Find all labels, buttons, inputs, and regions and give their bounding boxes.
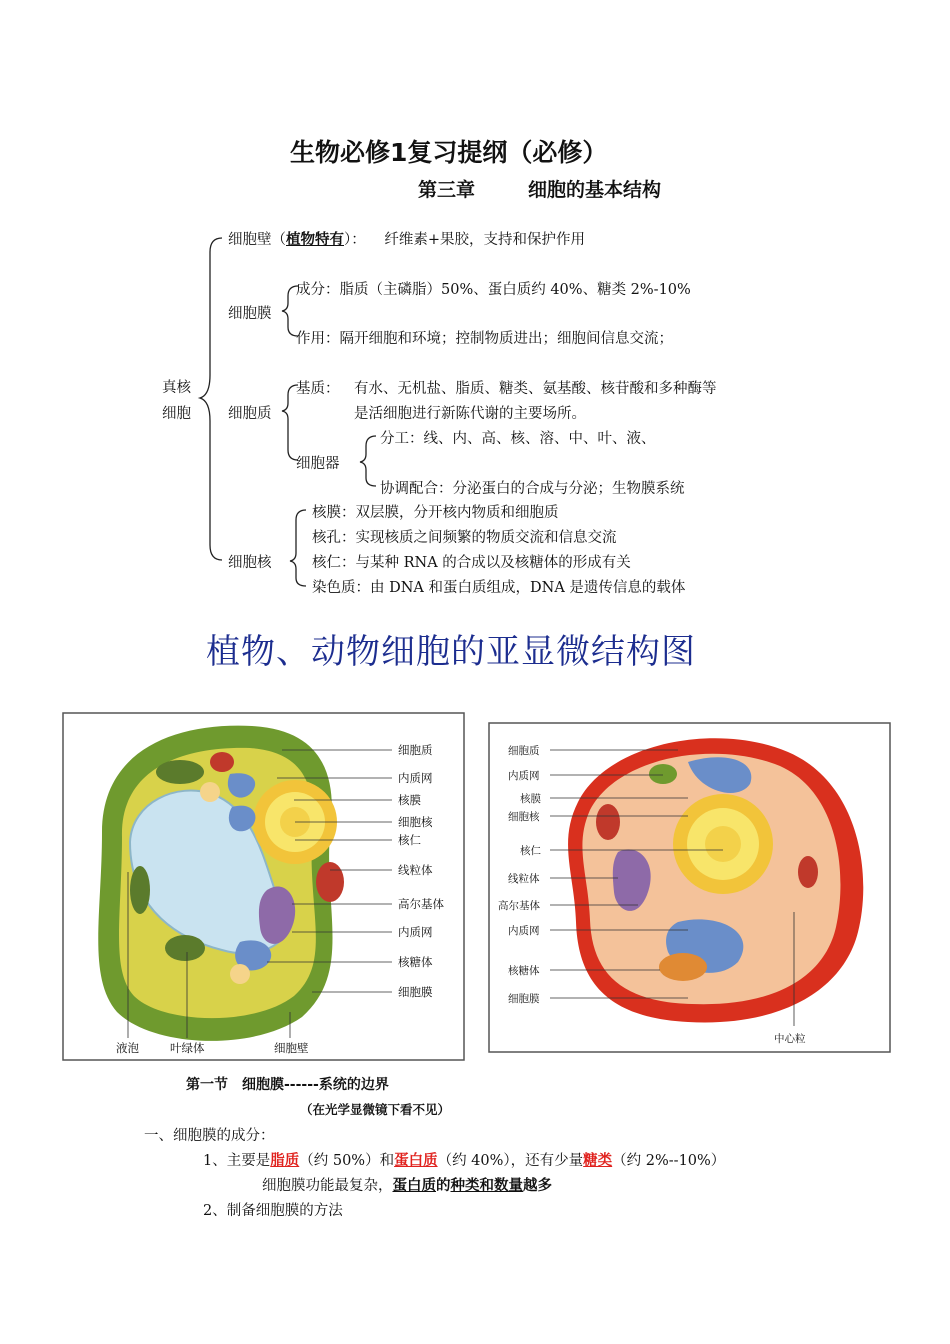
item-1-line2: [262, 1174, 552, 1195]
matrix-label: 基质：: [296, 381, 340, 397]
organelle-division: 分工：线、内、高、核、溶、中、叶、液、: [380, 431, 656, 447]
organelle-coordination: 协调配合：分泌蛋白的合成与分泌；生物膜系统: [380, 481, 685, 497]
membrane-composition: 成分：脂质（主磷脂）50%、蛋白质约 40%、糖类 2%-10%: [296, 282, 691, 298]
line1-protein: 蛋白质: [394, 1152, 438, 1169]
plant-label-er: 内质网: [398, 771, 433, 785]
cell-wall-label: 细胞壁（: [228, 232, 286, 248]
chapter-name: 细胞的基本结构: [528, 179, 662, 201]
cell-wall-line: [228, 228, 585, 249]
animal-label-centriole: 中心粒: [774, 1033, 806, 1045]
nucleus-pore: 核孔：实现核质之间频繁的物质交流和信息交流: [312, 530, 617, 546]
nucleus-label: 细胞核: [228, 555, 272, 571]
line2-a: 细胞膜功能最复杂，: [262, 1178, 393, 1194]
plant-label-vacuole: 液泡: [116, 1041, 139, 1055]
plant-label-cytoplasm: 细胞质: [398, 743, 433, 757]
plant-label-ribosome: 核糖体: [398, 955, 433, 969]
plant-label-golgi: 高尔基体: [398, 897, 444, 911]
animal-label-nuclear-envelope: 核膜: [520, 793, 541, 805]
section-heading: 第一节 细胞膜------系统的边界: [186, 1077, 389, 1093]
animal-label-er-2: 内质网: [508, 925, 540, 937]
plant-label-cell-wall: 细胞壁: [274, 1041, 309, 1055]
line2-kind-amount: 种类和数量: [450, 1177, 523, 1194]
animal-label-mitochondrion: 线粒体: [508, 873, 540, 885]
outline-root-line1: 真核: [162, 380, 191, 396]
animal-label-cytoplasm: 细胞质: [508, 745, 540, 757]
line1-e: （约 40%），还有少量: [437, 1153, 584, 1169]
item-2-heading: 2、制备细胞膜的方法: [203, 1203, 343, 1219]
animal-label-membrane: 细胞膜: [508, 993, 540, 1005]
plant-label-mitochondrion: 线粒体: [398, 863, 433, 877]
page-title: 生物必修1复习提纲（必修）: [290, 138, 608, 167]
item-1-line1: [203, 1149, 725, 1170]
plant-label-chloroplast: 叶绿体: [170, 1041, 205, 1055]
animal-label-er: 内质网: [508, 770, 540, 782]
line1-lipid: 脂质: [270, 1152, 300, 1169]
organelle-label: 细胞器: [296, 456, 340, 472]
line1-sugar: 糖类: [583, 1152, 613, 1169]
plant-label-nucleolus: 核仁: [398, 833, 421, 847]
nucleus-nucleolus: 核仁：与某种 RNA 的合成以及核糖体的形成有关: [312, 555, 631, 571]
plant-cell-illustration: [98, 726, 344, 1041]
nucleus-chromatin: 染色质：由 DNA 和蛋白质组成，DNA 是遗传信息的载体: [312, 580, 686, 596]
membrane-function: 作用：隔开细胞和环境；控制物质进出；细胞间信息交流；: [296, 331, 673, 347]
animal-label-nucleus: 细胞核: [508, 811, 540, 823]
animal-cell-illustration: [568, 738, 863, 1022]
cell-wall-note: 植物特有: [286, 231, 344, 248]
line1-a: 1、主要是: [203, 1153, 271, 1169]
outline-root-line2: 细胞: [162, 406, 191, 422]
cell-wall-label-end: ）：: [344, 232, 366, 248]
line2-protein: 蛋白质: [392, 1177, 436, 1194]
membrane-label: 细胞膜: [228, 306, 272, 322]
plant-label-nuclear-envelope: 核膜: [398, 793, 421, 807]
item-1-heading: 一、细胞膜的成分：: [144, 1128, 275, 1144]
plant-label-er-2: 内质网: [398, 925, 433, 939]
animal-cell-diagram: [488, 722, 892, 1054]
animal-label-nucleolus: 核仁: [520, 845, 541, 857]
chapter-number: 第三章: [418, 179, 476, 201]
diagram-title: 植物、动物细胞的亚显微结构图: [206, 632, 696, 672]
cytoplasm-label: 细胞质: [228, 406, 272, 422]
animal-label-ribosome: 核糖体: [508, 965, 540, 977]
matrix-line1: 有水、无机盐、脂质、糖类、氨基酸、核苷酸和多种酶等: [354, 381, 717, 397]
line1-c: （约 50%）和: [299, 1153, 395, 1169]
animal-label-golgi: 高尔基体: [498, 900, 540, 912]
line2-e: 越多: [523, 1177, 552, 1194]
line2-c: 的: [436, 1177, 451, 1194]
nucleus-envelope: 核膜：双层膜，分开核内物质和细胞质: [312, 505, 559, 521]
matrix-line2: 是活细胞进行新陈代谢的主要场所。: [354, 406, 586, 422]
plant-cell-diagram: [62, 712, 466, 1062]
section-subheading: （在光学显微镜下看不见）: [300, 1102, 451, 1117]
cell-wall-desc: 纤维素+果胶，支持和保护作用: [384, 232, 586, 248]
line1-g: （约 2%--10%）: [612, 1153, 726, 1169]
plant-label-nucleus: 细胞核: [398, 815, 433, 829]
plant-label-membrane: 细胞膜: [398, 985, 433, 999]
